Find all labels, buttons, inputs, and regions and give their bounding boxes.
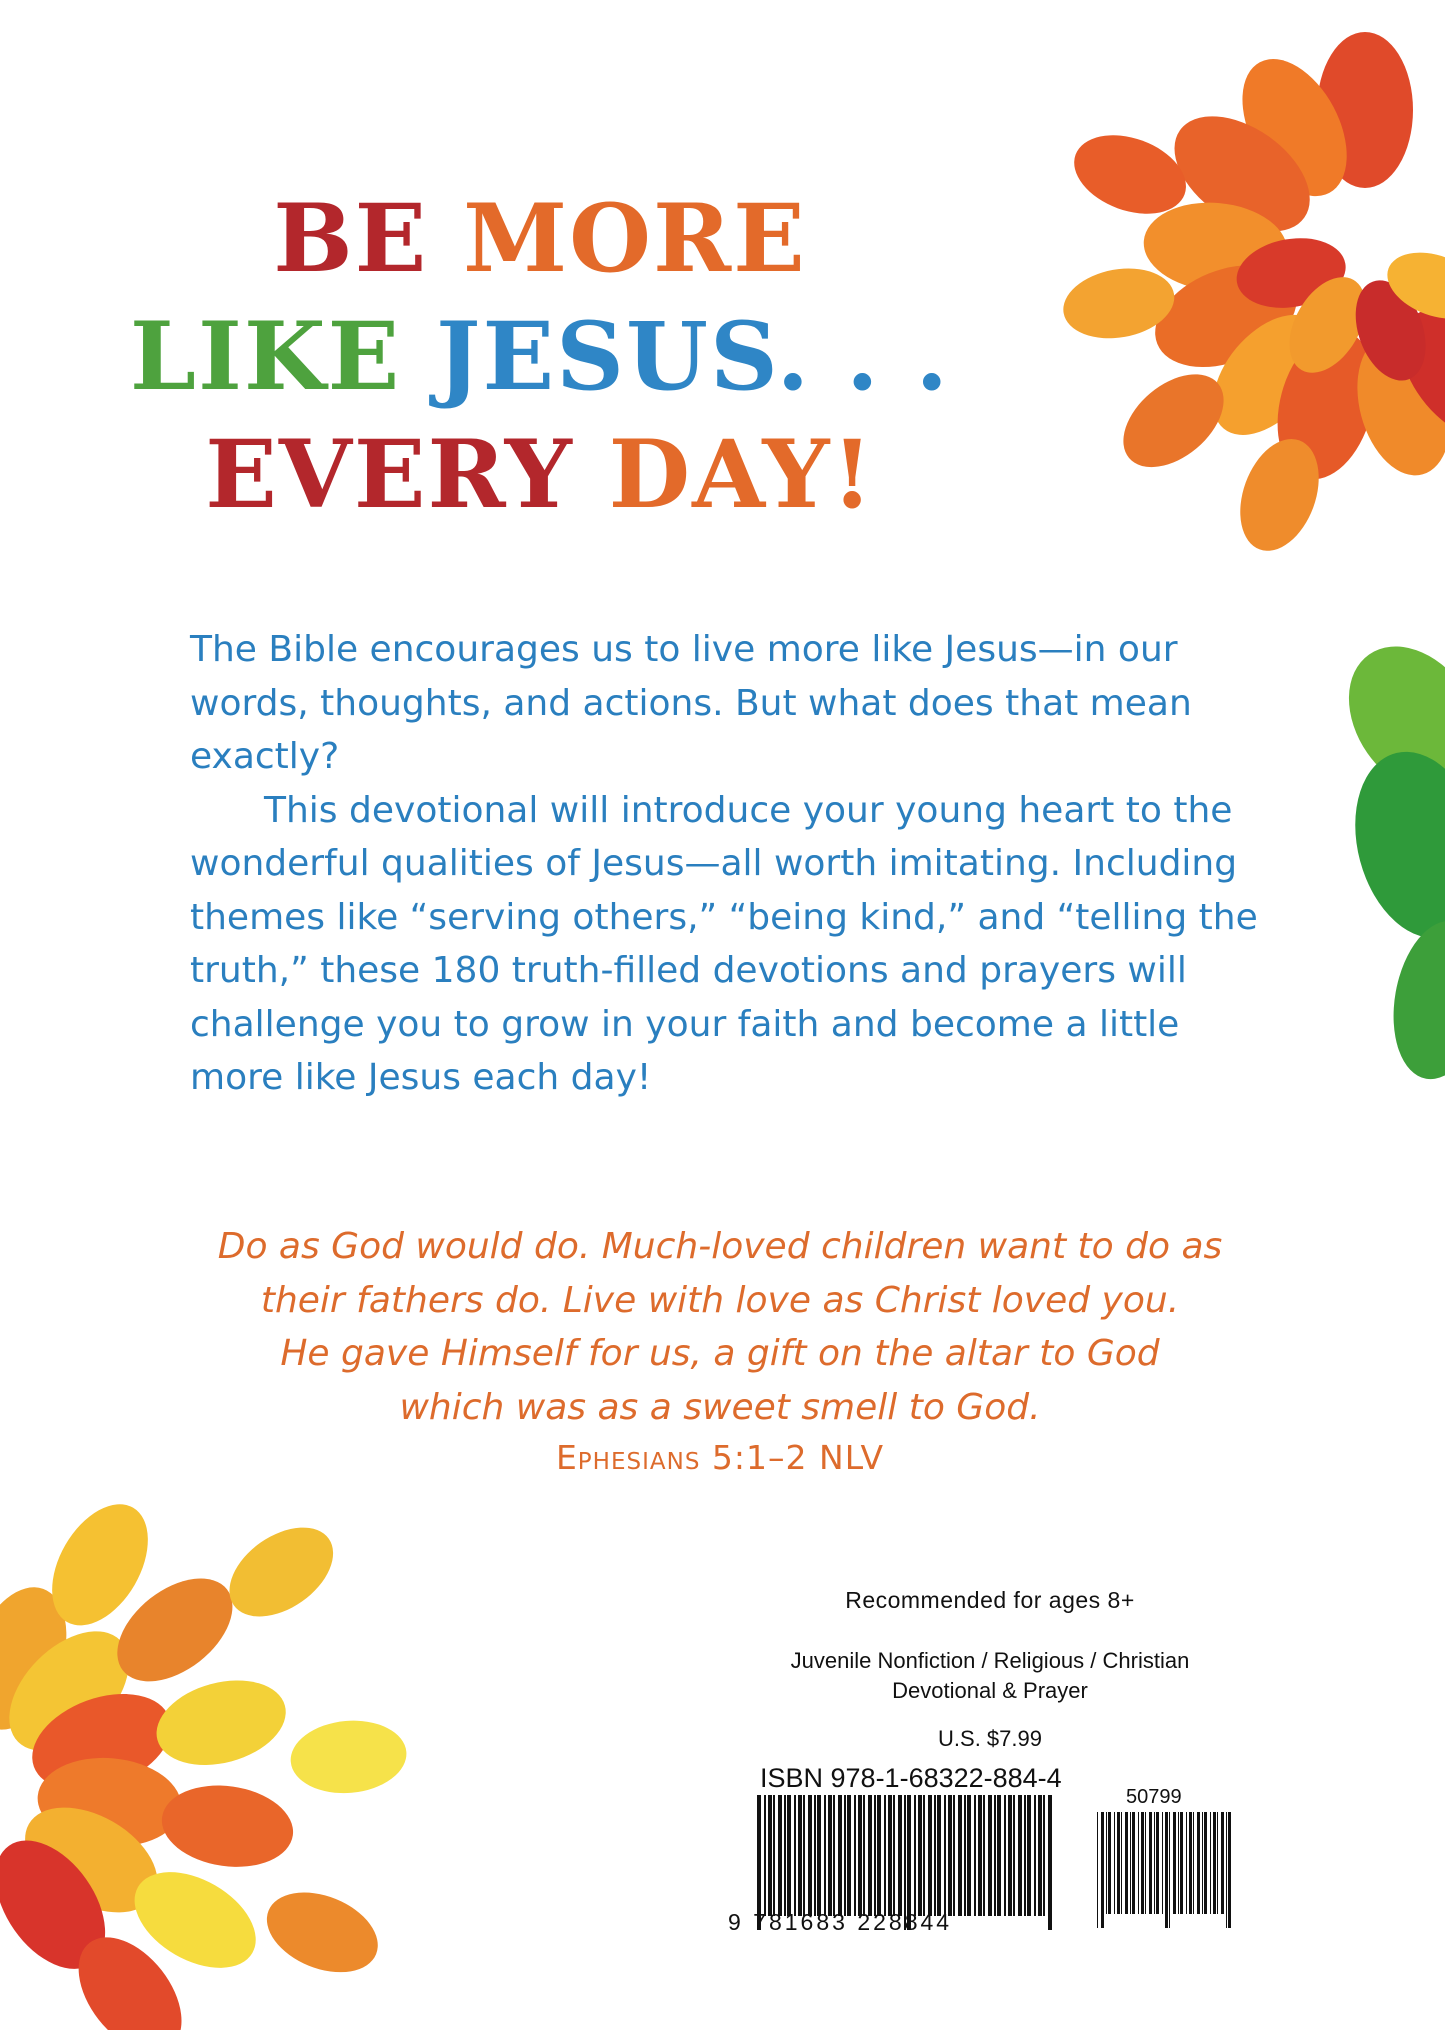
barcode-bar bbox=[978, 1795, 982, 1916]
headline-word: DAY! bbox=[608, 420, 875, 530]
barcode-bar bbox=[1048, 1795, 1052, 1930]
barcode-bar bbox=[1034, 1795, 1036, 1916]
barcode-bar bbox=[884, 1795, 886, 1916]
barcode-bar bbox=[1202, 1812, 1203, 1914]
barcode-bar bbox=[1117, 1812, 1120, 1914]
barcode-bar bbox=[824, 1795, 826, 1916]
barcode-bar bbox=[1106, 1812, 1107, 1914]
barcode-bar bbox=[928, 1795, 932, 1916]
barcode-bar bbox=[1226, 1812, 1227, 1928]
scripture-line: He gave Himself for us, a gift on the altar to God bbox=[280, 1333, 1160, 1374]
barcode-bar bbox=[787, 1795, 791, 1916]
headline-line-2 bbox=[100, 298, 980, 416]
barcode-bar bbox=[814, 1795, 816, 1916]
barcode-bar bbox=[1156, 1812, 1159, 1914]
age-recommendation: Recommended for ages 8+ bbox=[845, 1587, 1135, 1613]
price-label: U.S. $7.99 bbox=[938, 1726, 1042, 1751]
barcode-bar bbox=[1178, 1812, 1179, 1914]
barcode-bar bbox=[1027, 1795, 1031, 1916]
barcode-bar bbox=[803, 1795, 805, 1916]
barcode-bar bbox=[828, 1795, 832, 1916]
barcode-bar bbox=[847, 1795, 851, 1916]
barcode-bar bbox=[1013, 1795, 1015, 1916]
barcode-bar bbox=[967, 1795, 971, 1916]
barcode-bar bbox=[1228, 1812, 1231, 1928]
barcode-bar bbox=[1004, 1795, 1006, 1916]
barcode-bar bbox=[918, 1795, 922, 1916]
barcode-bar bbox=[1193, 1812, 1194, 1914]
headline-line-1 bbox=[100, 180, 980, 298]
barcode-bar bbox=[1018, 1795, 1022, 1916]
barcode-bar bbox=[794, 1795, 796, 1916]
barcode-bar bbox=[1108, 1812, 1111, 1914]
barcode-bar bbox=[958, 1795, 962, 1916]
barcode-bar bbox=[1165, 1812, 1168, 1928]
barcode-bar bbox=[1121, 1812, 1122, 1914]
barcode-bar bbox=[1097, 1812, 1098, 1928]
barcode-bar bbox=[1169, 1812, 1170, 1928]
barcode-bar bbox=[863, 1795, 865, 1916]
barcode-bar bbox=[1180, 1812, 1183, 1914]
barcode-bar bbox=[1149, 1812, 1152, 1914]
price-addon-code: 50799 bbox=[1126, 1786, 1182, 1808]
barcode-bar bbox=[1125, 1812, 1128, 1914]
barcode-bar bbox=[784, 1795, 786, 1916]
barcode-bar bbox=[988, 1795, 992, 1916]
barcode-bar bbox=[1130, 1812, 1131, 1914]
watercolor-flower-top-right bbox=[920, 0, 1445, 640]
barcode-bar bbox=[1038, 1795, 1042, 1916]
barcode-bar bbox=[994, 1795, 996, 1916]
barcode-bar bbox=[1197, 1812, 1200, 1914]
barcode-bar bbox=[893, 1795, 895, 1916]
barcode-bar bbox=[974, 1795, 976, 1916]
barcode-bar bbox=[778, 1795, 782, 1916]
barcode-bar bbox=[877, 1795, 881, 1916]
cover-headline bbox=[100, 180, 980, 534]
barcode-bar bbox=[764, 1795, 766, 1916]
headline-word: EVERY bbox=[205, 420, 574, 530]
barcode-bar bbox=[923, 1795, 925, 1916]
headline-word: LIKE bbox=[129, 302, 402, 412]
category-line: Juvenile Nonfiction / Religious / Christian bbox=[790, 1648, 1190, 1673]
barcode-bar bbox=[768, 1795, 772, 1916]
barcode-bar bbox=[1173, 1812, 1176, 1914]
barcode-bar bbox=[808, 1795, 812, 1916]
description-paragraph: This devotional will introduce your young heart to the wonderful qualities of Jesus—all worth imitating. Including themes like “serving others,” “being kind,” and “telling the truth,” these 180 truth-filled devotions and prayers will challenge you to grow in your faith and become a little more like Jesus each day! bbox=[190, 789, 1258, 1098]
barcode-bar bbox=[1162, 1812, 1163, 1914]
scripture-line: Do as God would do. Much-loved children want to do as bbox=[217, 1226, 1223, 1267]
barcode-bar bbox=[798, 1795, 802, 1916]
barcode-bar bbox=[1024, 1795, 1026, 1916]
watercolor-green-petals bbox=[1300, 640, 1445, 1100]
barcode-bar bbox=[997, 1795, 1001, 1916]
barcode-bar bbox=[1114, 1812, 1115, 1914]
barcode-bar bbox=[937, 1795, 941, 1916]
headline-word: JESUS. . . bbox=[436, 302, 951, 412]
barcode-bar bbox=[1204, 1812, 1207, 1914]
barcode-bar bbox=[1138, 1812, 1139, 1914]
scripture-quote bbox=[170, 1220, 1270, 1434]
barcode-bar bbox=[1217, 1812, 1218, 1914]
barcode-digits: 9 781683 228844 bbox=[728, 1909, 953, 1935]
isbn-label: ISBN 978-1-68322-884-4 bbox=[760, 1763, 1062, 1793]
barcode-bar bbox=[868, 1795, 872, 1916]
scripture-line: their fathers do. Live with love as Christ loved you. bbox=[260, 1279, 1180, 1321]
barcode-bar bbox=[1008, 1795, 1012, 1916]
barcode-bar bbox=[1132, 1812, 1135, 1914]
barcode-bar bbox=[833, 1795, 835, 1916]
barcode-bar bbox=[838, 1795, 842, 1916]
price-addon-barcode bbox=[1095, 1812, 1237, 1928]
category-label bbox=[730, 1646, 1250, 1706]
category-line: Devotional & Prayer bbox=[892, 1678, 1088, 1703]
barcode-bar bbox=[934, 1795, 936, 1916]
barcode-bar bbox=[944, 1795, 946, 1916]
scripture-line: which was as a sweet smell to God. bbox=[399, 1386, 1041, 1428]
headline-word: BE bbox=[273, 184, 429, 294]
barcode-bar bbox=[773, 1795, 775, 1916]
book-description bbox=[190, 623, 1270, 1105]
barcode-bar bbox=[948, 1795, 952, 1916]
barcode-bar bbox=[1210, 1812, 1211, 1914]
barcode-bar bbox=[844, 1795, 846, 1916]
barcode-bar bbox=[1101, 1812, 1104, 1928]
description-paragraph: The Bible encourages us to live more like Jesus—in our words, thoughts, and actions. But what does that mean exactly? bbox=[190, 629, 1192, 777]
barcode-bar bbox=[874, 1795, 876, 1916]
barcode-bar bbox=[888, 1795, 892, 1916]
barcode-bar bbox=[854, 1795, 856, 1916]
barcode-bar bbox=[914, 1795, 916, 1916]
barcode-bar bbox=[1189, 1812, 1192, 1914]
barcode-bar bbox=[1186, 1812, 1187, 1914]
barcode-bar bbox=[1221, 1812, 1224, 1914]
barcode-bar bbox=[817, 1795, 821, 1916]
barcode-bar bbox=[858, 1795, 862, 1916]
barcode-bar bbox=[953, 1795, 955, 1916]
barcode-bar bbox=[983, 1795, 985, 1916]
headline-line-3 bbox=[100, 416, 980, 534]
scripture-reference: Ephesians 5:1–2 NLV bbox=[555, 1438, 885, 1477]
barcode-bar bbox=[1154, 1812, 1155, 1914]
barcode-bar bbox=[1141, 1812, 1144, 1914]
barcode-bar bbox=[964, 1795, 966, 1916]
headline-word: MORE bbox=[463, 184, 807, 294]
barcode-bar bbox=[898, 1795, 902, 1916]
barcode-bar bbox=[1043, 1795, 1045, 1916]
barcode-bar bbox=[1213, 1812, 1216, 1914]
barcode-bar bbox=[1145, 1812, 1146, 1914]
